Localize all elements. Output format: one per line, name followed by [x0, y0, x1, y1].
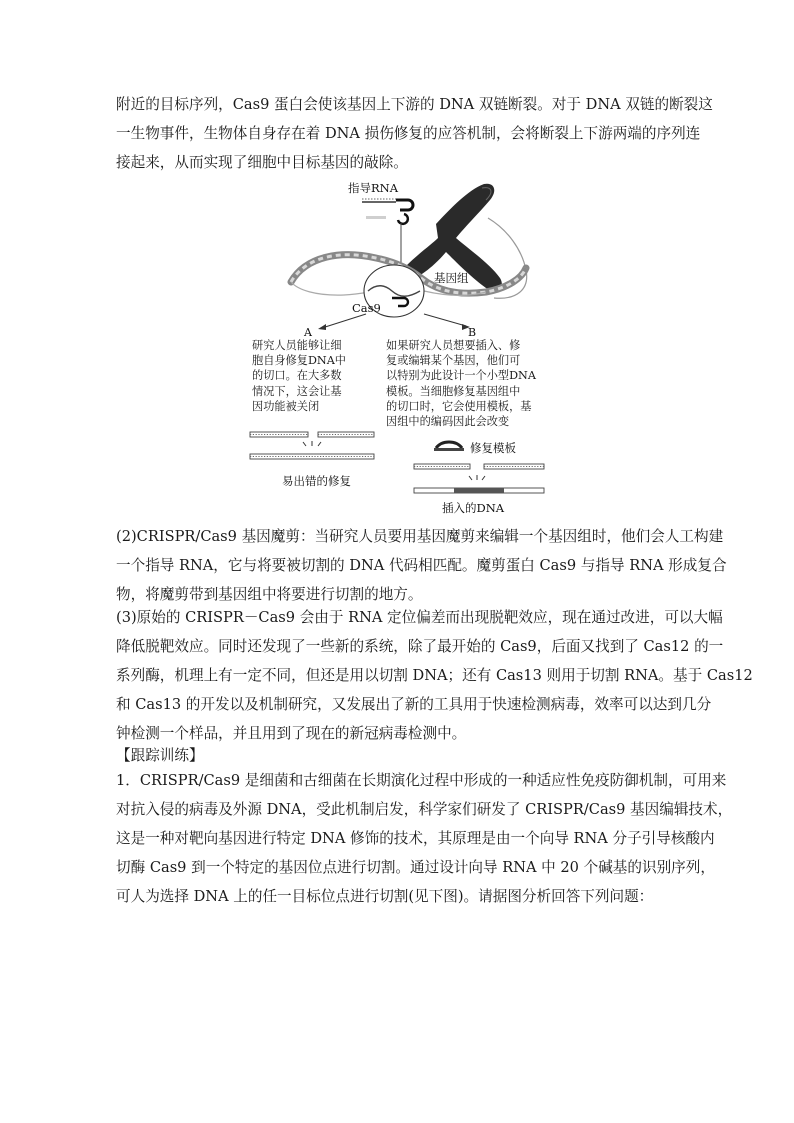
para3-line: 钟检测一个样品，并且用到了现在的新冠病毒检测中。 — [116, 725, 467, 742]
section-heading-text: 【跟踪训练】 — [116, 747, 204, 764]
box-a-text — [252, 338, 346, 414]
box-b-line: 因组中的编码因此会改变 — [386, 415, 510, 429]
intro-line: 附近的目标序列，Cas9 蛋白会使该基因上下游的 DNA 双链断裂。对于 DNA 双链的断裂这 — [116, 96, 713, 113]
box-b-text — [386, 338, 536, 429]
guide-rna-marker — [366, 216, 386, 219]
guide-rna-label: 指导RNA — [348, 181, 399, 195]
para3-line: (3)原始的 CRISPR－Cas9 会由于 RNA 定位偏差而出现脱靶效应，现在通过改进，可以大幅 — [116, 609, 723, 626]
arrow-a-head — [318, 324, 326, 330]
para2-line: 一个指导 RNA，它与将要被切割的 DNA 代码相匹配。魔剪蛋白 Cas9 与指导 RNA 形成复合 — [116, 557, 727, 574]
box-a-line: 研究人员能够让细 — [252, 339, 342, 352]
box-a-line: 的切口。在大多数 — [252, 369, 342, 383]
para3-line: 系列酶，机理上有一定不同，但还是用以切割 DNA；还有 Cas13 则用于切割 RNA。基于 Cas12 — [116, 667, 753, 684]
box-b-line: 模板。当细胞修复基因组中 — [386, 384, 521, 398]
intro-paragraph — [116, 90, 713, 177]
question-line: 对抗入侵的病毒及外源 DNA，受此机制启发，科学家们研发了 CRISPR/Cas9 基因编辑技术， — [116, 801, 733, 818]
box-b-line: 复或编辑某个基因，他们可 — [386, 354, 521, 368]
error-repair-label: 易出错的修复 — [282, 474, 351, 488]
box-b-line: 如果研究人员想要插入、修 — [386, 339, 521, 352]
question-line: 切酶 Cas9 到一个特定的基因位点进行切割。通过设计向导 RNA 中 20 个碱基的识别序列， — [116, 859, 715, 876]
cas9-label: Cas9 — [352, 301, 381, 315]
inserted-dna-label: 插入的DNA — [442, 501, 505, 515]
question-1 — [116, 766, 733, 911]
box-b-line: 以特别为此设计一个小型DNA — [386, 369, 536, 383]
intro-line: 一生物事件，生物体自身存在着 DNA 损伤修复的应答机制，会将断裂上下游两端的序列连 — [116, 125, 701, 142]
intro-line: 接起来，从而实现了细胞中目标基因的敲除。 — [116, 154, 408, 171]
box-a-line: 情况下，这会让基 — [252, 384, 342, 398]
paragraph-2 — [116, 522, 727, 609]
genome-label: 基因组 — [434, 271, 469, 285]
para3-line: 降低脱靶效应。同时还发现了一些新的系统，除了最开始的 Cas9，后面又找到了 Cas12 的一 — [116, 638, 724, 655]
para2-line: 物，将魔剪带到基因组中将要进行切割的地方。 — [116, 586, 423, 603]
arrow-a — [322, 314, 366, 328]
question-line: 这是一种对靶向基因进行特定 DNA 修饰的技术，其原理是由一个向导 RNA 分子引导核酸内 — [116, 830, 715, 847]
crispr-figure — [246, 178, 556, 518]
label-a: A — [304, 326, 312, 339]
para3-line: 和 Cas13 的开发以及机制研究，又发展出了新的工具用于快速检测病毒，效率可以达到几分 — [116, 696, 712, 713]
label-b: B — [468, 326, 477, 339]
para2-line: (2)CRISPR/Cas9 基因魔剪：当研究人员要用基因魔剪来编辑一个基因组时，他们会人工构建 — [116, 528, 724, 545]
arrow-b — [424, 314, 466, 326]
box-a-line: 因功能被关闭 — [252, 399, 320, 413]
repair-template — [434, 442, 464, 451]
box-a-line: 胞自身修复DNA中 — [252, 354, 346, 368]
question-line: 可人为选择 DNA 上的任一目标位点进行切割(见下图)。请据图分析回答下列问题： — [116, 888, 654, 905]
question-line: 1．CRISPR/Cas9 是细菌和古细菌在长期演化过程中形成的一种适应性免疫防御机制，可用来 — [116, 772, 727, 789]
box-b-line: 的切口时，它会使用模板，基 — [386, 399, 532, 413]
inserted-dna-b — [414, 464, 544, 493]
repair-template-label: 修复模板 — [470, 441, 516, 455]
broken-dna-a — [250, 432, 374, 459]
paragraph-3 — [116, 603, 753, 748]
